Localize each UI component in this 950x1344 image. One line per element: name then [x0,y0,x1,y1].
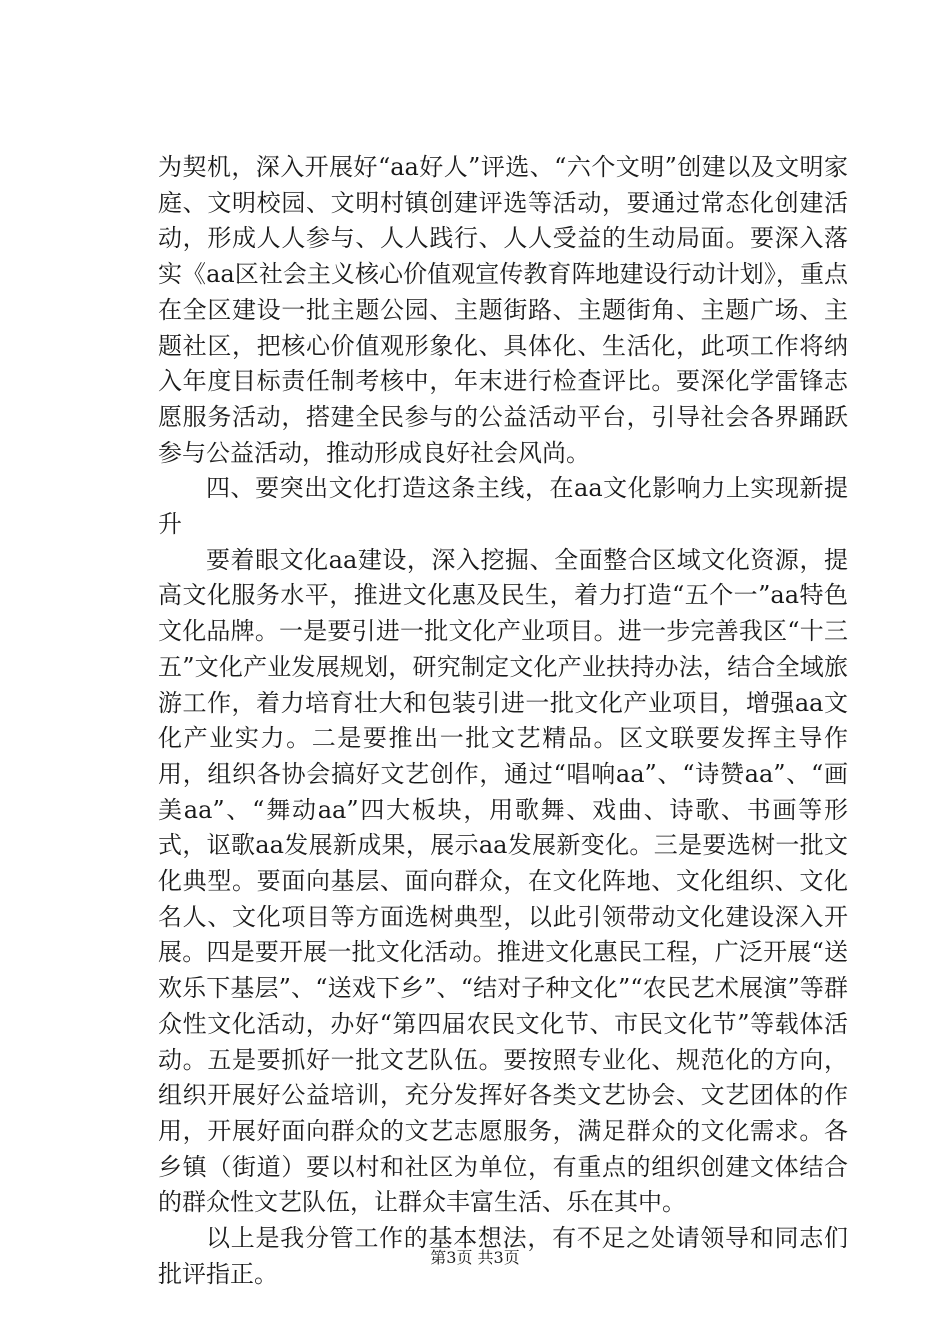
closing-paragraph: 以上是我分管工作的基本想法，有不足之处请领导和同志们批评指正。 [158,1224,848,1288]
section-heading-4: 四、要突出文化打造这条主线，在aa文化影响力上实现新提升 [158,474,848,539]
paragraph-3: 要着眼文化aa建设，深入挖掘、全面整合区域文化资源，提高文化服务水平，推进文化惠及民生，着力打造“五个一”aa特色文化品牌。一是要引进一批文化产业项目。进一步完善我区“十三五”文化产业发展规划，研究制定文化产业扶持办法，结合全域旅游工作，着力培育壮大和包装引进一批文化产业项目，增强aa文化产业实力。二是要推出一批文艺精品。区文联要发挥主导作用，组织各协会搞好文艺创作，通过“唱响aa”、“诗赞aa”、“画美aa”、“舞动aa”四大板块，用歌舞、戏曲、诗歌、书画等形式，讴歌aa发展新成果，展示aa发展新变化。三是要选树一批文化典型。要面向基层、面向群众，在文化阵地、文化组织、文化名人、文化项目等方面选树典型，以此引领带动文化建设深入开展。四是要开展一批文化活动。推进文化惠民工程，广泛开展“送欢乐下基层”、“送戏下乡”、“结对子种文化”“农民艺术展演”等群众性文化活动，办好“第四届农民文化节、市民文化节”等载体活动。五是要抓好一批文艺队伍。要按照专业化、规范化的方向，组织开展好公益培训，充分发挥好各类文艺协会、文艺团体的作用，开展好面向群众的文艺志愿服务，满足群众的文化需求。各乡镇（街道）要以村和社区为单位，有重点的组织创建文体结合的群众性文艺队伍，让群众丰富生活、乐在其中。 [158,545,848,1217]
paragraph-1: 为契机，深入开展好“aa好人”评选、“六个文明”创建以及文明家庭、文明校园、文明村镇创建评选等活动，要通过常态化创建活动，形成人人参与、人人践行、人人受益的生动局面。要深入落实《aa区社会主义核心价值观宣传教育阵地建设行动计划》，重点在全区建设一批主题公园、主题街路、主题街角、主题广场、主题社区，把核心价值观形象化、具体化、生活化，此项工作将纳入年度目标责任制考核中，年末进行检查评比。要深化学雷锋志愿服务活动，搭建全民参与的公益活动平台，引导社会各界踊跃参与公益活动，推动形成良好社会风尚。 [158,153,848,467]
page-footer: 第3页 共3页 [430,1248,520,1267]
document-body [158,150,848,1293]
